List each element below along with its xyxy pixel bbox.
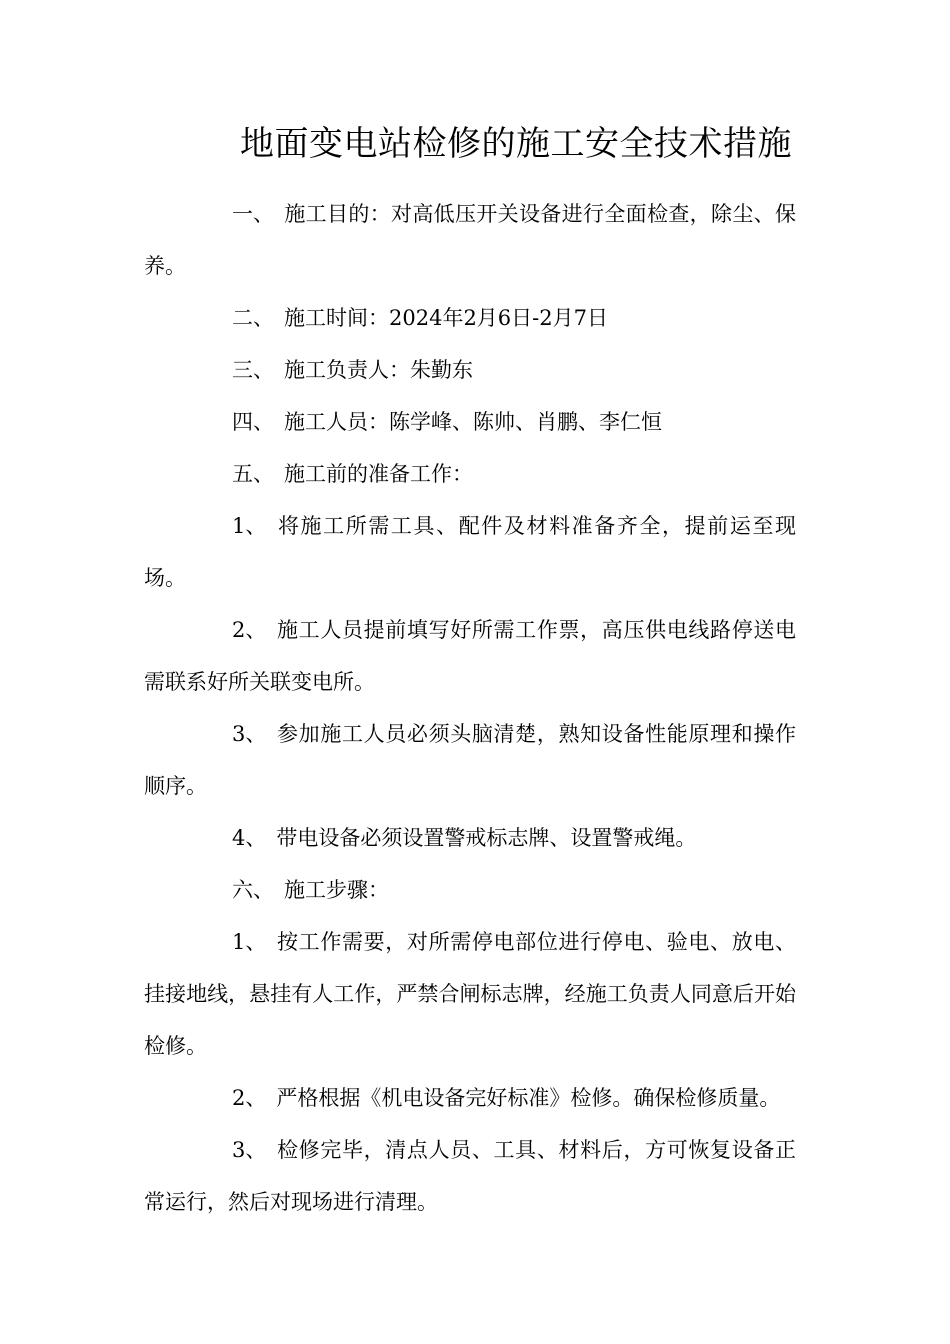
section-number: 六、 — [232, 878, 274, 902]
item-number: 1、 — [232, 514, 267, 538]
item-text: 施工人员提前填写好所需工作票，高压供电线路停送电需联系好所关联变电所。 — [144, 618, 796, 694]
item-text: 检修完毕，清点人员、工具、材料后，方可恢复设备正常运行，然后对现场进行清理。 — [144, 1138, 796, 1214]
item-text: 将施工所需工具、配件及材料准备齐全，提前运至现场。 — [144, 514, 796, 590]
section-text: 施工步骤： — [284, 878, 389, 902]
item-text: 严格根据《机电设备完好标准》检修。确保检修质量。 — [276, 1086, 781, 1110]
item-number: 2、 — [232, 1086, 267, 1110]
section-purpose — [144, 188, 796, 292]
list-item — [144, 1072, 796, 1124]
list-item — [144, 604, 796, 708]
section-text: 施工人员：陈学峰、陈帅、肖鹏、李仁恒 — [284, 410, 662, 434]
section-number: 二、 — [232, 306, 274, 330]
section-text: 施工前的准备工作： — [284, 462, 473, 486]
section-number: 一、 — [232, 202, 274, 226]
section-text: 施工目的：对高低压开关设备进行全面检查，除尘、保养。 — [144, 202, 796, 278]
item-text: 按工作需要，对所需停电部位进行停电、验电、放电、挂接地线，悬挂有人工作，严禁合闸标志牌，经施工负责人同意后开始检修。 — [144, 930, 796, 1058]
section-steps — [144, 864, 796, 916]
list-item — [144, 916, 796, 1072]
section-time — [144, 292, 796, 344]
section-staff — [144, 396, 796, 448]
section-number: 四、 — [232, 410, 274, 434]
item-number: 3、 — [232, 1138, 267, 1162]
document-body — [144, 188, 796, 1228]
section-number: 三、 — [232, 358, 274, 382]
list-item — [144, 708, 796, 812]
item-number: 3、 — [232, 722, 267, 746]
item-number: 2、 — [232, 618, 267, 642]
item-text: 带电设备必须设置警戒标志牌、设置警戒绳。 — [276, 826, 697, 850]
item-number: 4、 — [232, 826, 267, 850]
item-text: 参加施工人员必须头脑清楚，熟知设备性能原理和操作顺序。 — [144, 722, 796, 798]
section-number: 五、 — [232, 462, 274, 486]
document-title: 地面变电站检修的施工安全技术措施 — [240, 124, 792, 164]
section-text: 施工时间：2024年2月6日-2月7日 — [284, 306, 608, 330]
list-item — [144, 1124, 796, 1228]
section-preparation — [144, 448, 796, 500]
list-item — [144, 500, 796, 604]
list-item — [144, 812, 796, 864]
section-leader — [144, 344, 796, 396]
section-text: 施工负责人：朱勤东 — [284, 358, 473, 382]
item-number: 1、 — [232, 930, 267, 954]
